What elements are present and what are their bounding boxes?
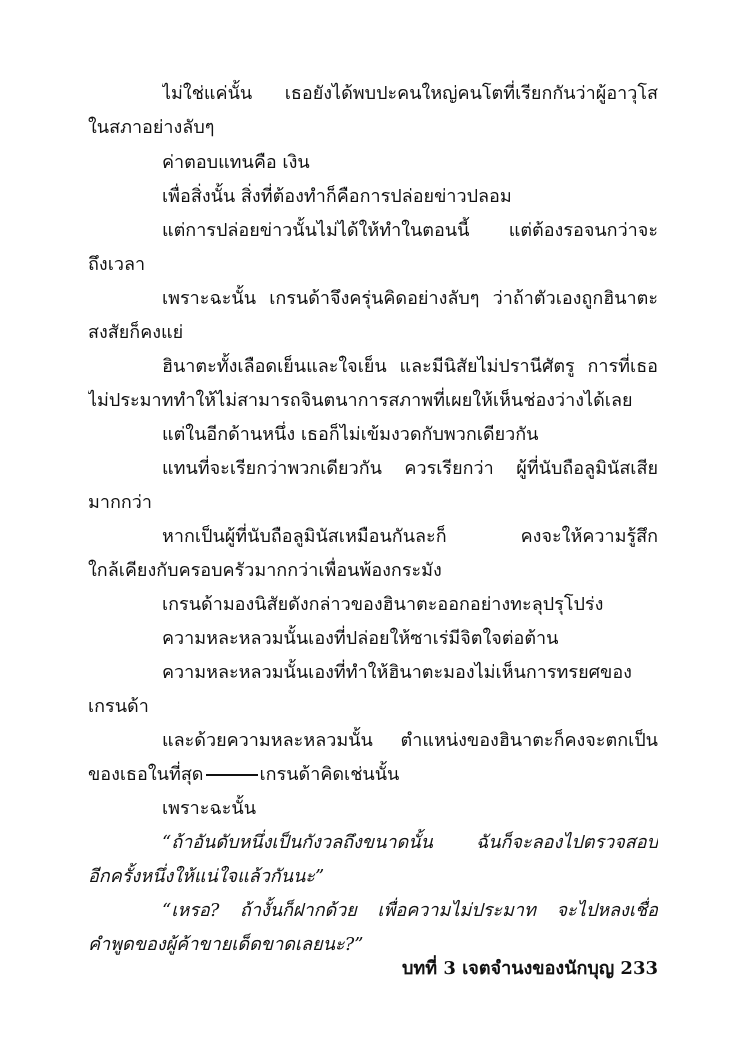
text-line: ไม่ใช่แค่นั้น เธอยังได้พบปะคนใหญ่คนโตที่เรียกกันว่าผู้อาวุโส (162, 83, 658, 104)
text-line: และด้วยความหละหลวมนั้น ตำแหน่งของฮินาตะก็คงจะตกเป็น (162, 730, 658, 751)
text-line: ในสภาอย่างลับๆ (88, 117, 215, 138)
text-line: ฮินาตะทั้งเลือดเย็นและใจเย็น และมีนิสัยไม่ปรานีศัตรู การที่เธอ (162, 356, 658, 377)
text-line: ความหละหลวมนั้นเองที่ปล่อยให้ซาเร่มีจิตใจต่อต้าน (162, 628, 559, 649)
text-line: ถึงเวลา (88, 254, 146, 275)
text-line: แต่การปล่อยข่าวนั้นไม่ได้ให้ทำในตอนนี้ แต่ต้องรอจนกว่าจะ (162, 220, 658, 241)
text-line: เพราะฉะนั้น เกรนด้าจึงครุ่นคิดอย่างลับๆ ว่าถ้าตัวเองถูกฮินาตะ (162, 288, 658, 309)
text-line: เพื่อสิ่งนั้น สิ่งที่ต้องทำก็คือการปล่อยข่าวปลอม (162, 186, 512, 207)
text-line: แต่ในอีกด้านหนึ่ง เธอก็ไม่เข้มงวดกับพวกเดียวกัน (162, 424, 539, 445)
text-fragment: เกรนด้าคิดเช่นนั้น (259, 764, 400, 785)
page-footer: บทที่ 3 เจตจำนงของนักบุญ 233 (401, 958, 658, 979)
text-line: หากเป็นผู้ที่นับถือลูมินัสเหมือนกันละก็ คงจะให้ความรู้สึก (162, 526, 658, 547)
text-line: แทนที่จะเรียกว่าพวกเดียวกัน ควรเรียกว่า ผู้ที่นับถือลูมินัสเสีย (162, 458, 658, 479)
text-line: มากกว่า (88, 492, 152, 513)
text-fragment: ของเธอในที่สุด (88, 764, 204, 785)
dialogue-line: “ถ้าอันดับหนึ่งเป็นกังวลถึงขนาดนั้น ฉันก็จะลองไปตรวจสอบ (162, 832, 658, 853)
text-line: ค่าตอบแทนคือ เงิน (162, 152, 310, 173)
text-line: สงสัยก็คงแย่ (88, 322, 184, 343)
text-line: ไม่ประมาททำให้ไม่สามารถจินตนาการสภาพที่เผยให้เห็นช่องว่างได้เลย (88, 390, 633, 411)
dialogue-line: คำพูดของผู้ค้าขายเด็ดขาดเลยนะ?” (88, 934, 364, 955)
dialogue-line: อีกครั้งหนึ่งให้แน่ใจแล้วกันนะ” (88, 866, 325, 887)
text-line: ความหละหลวมนั้นเองที่ทำให้ฮินาตะมองไม่เห็นการทรยศของ (162, 662, 632, 683)
text-line: เกรนด้า (88, 696, 149, 717)
text-line: เกรนด้ามองนิสัยดังกล่าวของฮินาตะออกอย่างทะลุปรุโปร่ง (162, 594, 604, 615)
dialogue-line: “เหรอ? ถ้างั้นก็ฝากด้วย เพื่อความไม่ประมาท จะไปหลงเชื่อ (162, 900, 658, 921)
text-line-with-dash (88, 758, 658, 792)
text-line: เพราะฉะนั้น (162, 798, 256, 819)
text-line: ใกล้เคียงกับครอบครัวมากกว่าเพื่อนพ้องกระมัง (88, 560, 442, 581)
em-dash-rule (206, 774, 258, 776)
